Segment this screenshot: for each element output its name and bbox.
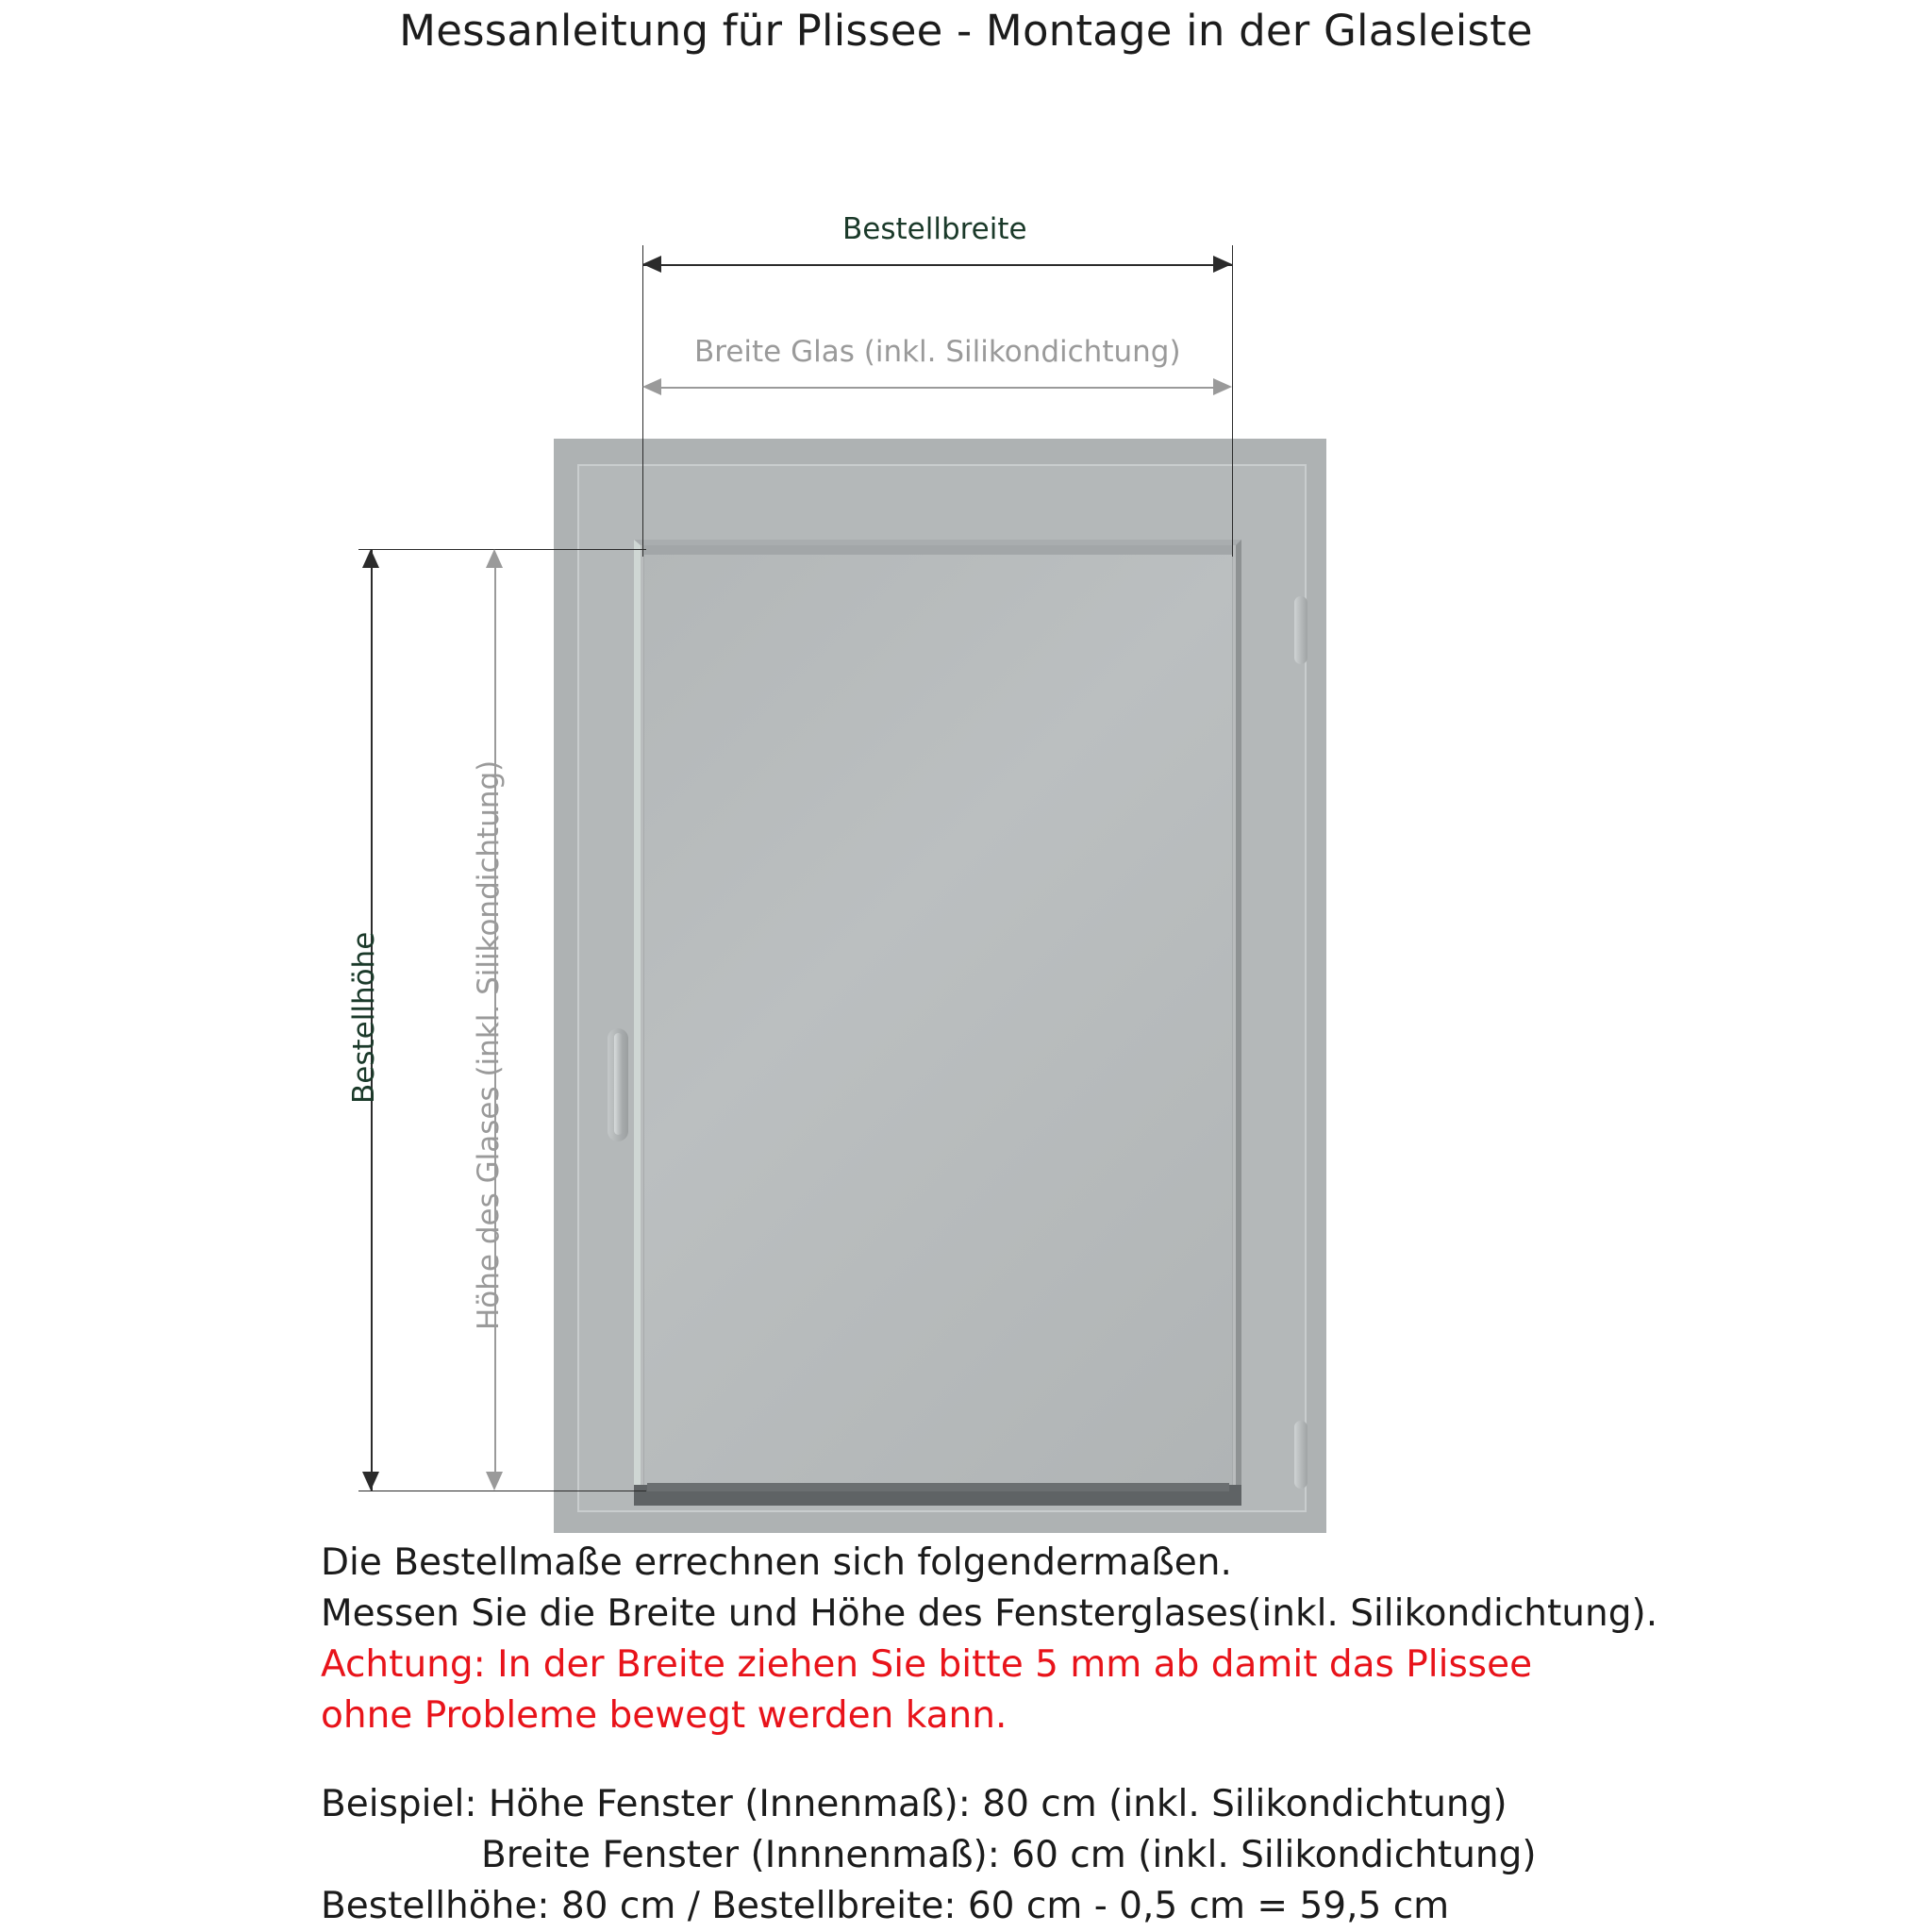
example-line-3: Bestellhöhe: 80 cm / Bestellbreite: 60 cm - 0,5 cm = 59,5 cm	[321, 1885, 1450, 1927]
example-line-2: Breite Fenster (Innnenmaß): 60 cm (inkl. Silikondichtung)	[481, 1834, 1537, 1876]
window-hinge-bottom-icon	[1294, 1421, 1307, 1489]
page-title: Messanleitung für Plissee - Montage in der Glasleiste	[399, 6, 1533, 56]
order-height-arrow-down-icon	[362, 1472, 379, 1491]
example-line-1: Beispiel: Höhe Fenster (Innenmaß): 80 cm (inkl. Silikondichtung)	[321, 1783, 1507, 1825]
instruction-line-2: Messen Sie die Breite und Höhe des Fensterglases(inkl. Silikondichtung).	[321, 1592, 1658, 1635]
instruction-line-1: Die Bestellmaße errechnen sich folgendermaßen.	[321, 1541, 1232, 1584]
order-height-arrow-up-icon	[362, 549, 379, 568]
glass-width-arrow-left-icon	[642, 378, 661, 395]
glass-height-arrow-down-icon	[486, 1472, 503, 1491]
order-width-arrow-right-icon	[1213, 256, 1232, 273]
order-width-dimension-line	[642, 264, 1232, 266]
order-width-arrow-left-icon	[642, 256, 661, 273]
window-diagram	[0, 132, 1932, 1434]
window-glass-pane	[643, 549, 1233, 1494]
window-hinge-top-icon	[1294, 596, 1307, 664]
text-spacer	[321, 1741, 1830, 1779]
glass-width-label: Breite Glas (inkl. Silikondichtung)	[694, 335, 1181, 369]
warning-line-2: ohne Probleme bewegt werden kann.	[321, 1694, 1008, 1737]
glass-width-arrow-right-icon	[1213, 378, 1232, 395]
extension-line-right-width	[1232, 245, 1233, 557]
glass-width-dimension-line	[656, 387, 1220, 389]
warning-line-1: Achtung: In der Breite ziehen Sie bitte 5 mm ab damit das Plissee	[321, 1643, 1533, 1686]
glass-height-arrow-up-icon	[486, 549, 503, 568]
glazing-bead-top	[643, 545, 1233, 555]
order-width-label: Bestellbreite	[842, 212, 1027, 246]
window-handle-lever-icon	[614, 1033, 623, 1135]
glass-height-label: Höhe des Glases (inkl. Silikondichtung)	[472, 759, 506, 1330]
instructions-block	[321, 1538, 1830, 1932]
extension-line-left-width	[642, 245, 643, 557]
glazing-bead-bottom-inner	[647, 1483, 1229, 1491]
order-height-label: Bestellhöhe	[347, 931, 381, 1104]
